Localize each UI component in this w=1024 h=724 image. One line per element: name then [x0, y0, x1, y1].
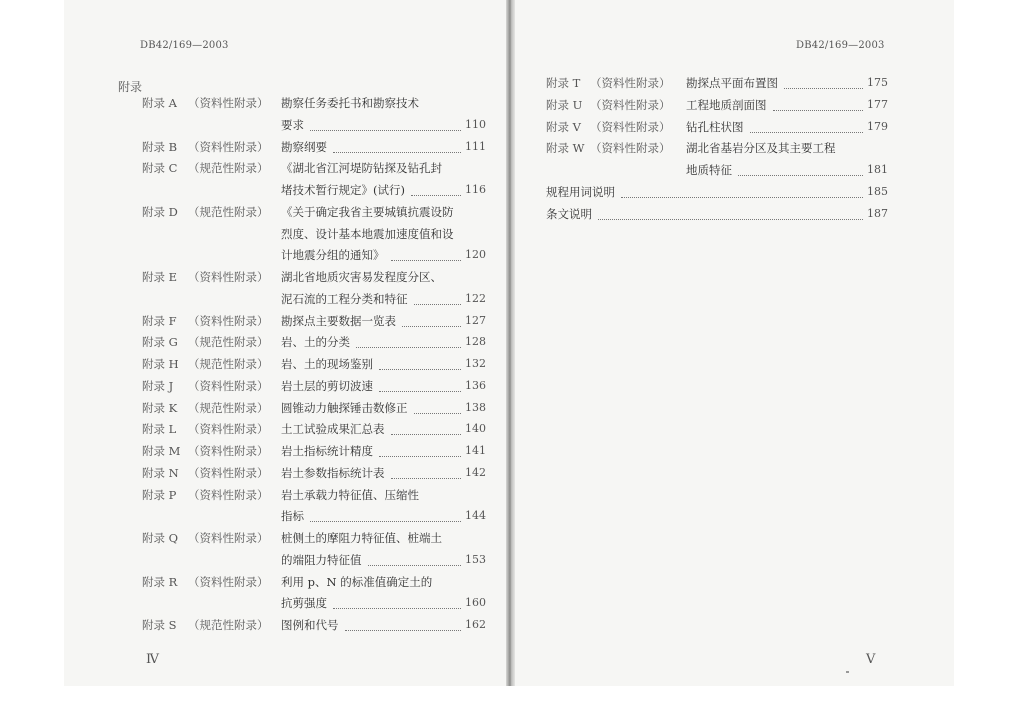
toc-row	[142, 551, 486, 569]
appendix-title: 岩、土的分类	[281, 335, 350, 350]
dot-leader	[368, 551, 462, 566]
dot-leader	[750, 118, 864, 133]
page-number: 111	[465, 139, 486, 153]
toc-row	[142, 312, 486, 330]
page-number: 181	[867, 163, 888, 176]
page-number: 140	[465, 422, 486, 436]
toc-row	[142, 333, 486, 351]
toc-row	[142, 442, 486, 460]
appendix-type: （资料性附录）	[590, 76, 671, 90]
appendix-type: （规范性附录）	[188, 618, 269, 632]
section-title: 附录	[118, 80, 143, 94]
dot-leader	[356, 333, 461, 348]
appendix-type: （资料性附录）	[590, 119, 671, 134]
appendix-type: （规范性附录）	[188, 161, 269, 176]
toc-row	[142, 94, 486, 112]
appendix-label: 附录 L	[142, 422, 177, 437]
dot-leader	[773, 96, 864, 111]
page-number: 127	[465, 313, 486, 327]
appendix-title: 计地震分组的通知》	[281, 248, 385, 263]
dot-leader	[391, 420, 462, 435]
dot-leader	[379, 442, 461, 457]
appendix-title: 土工试验成果汇总表	[281, 422, 385, 437]
appendix-label: 附录 K	[142, 400, 178, 415]
scan-speck	[846, 671, 849, 673]
appendix-title: 勘探点平面布置图	[686, 76, 778, 90]
page-number: 110	[465, 117, 486, 131]
toc-row	[142, 573, 486, 591]
appendix-type: （资料性附录）	[188, 378, 269, 393]
appendix-title: 抗剪强度	[281, 596, 327, 611]
page-number: 128	[465, 335, 486, 349]
toc-row	[142, 486, 486, 504]
toc-row	[546, 183, 888, 201]
toc-row	[142, 290, 486, 308]
appendix-label: 附录 U	[546, 97, 583, 112]
appendix-type: （规范性附录）	[188, 357, 269, 371]
right-header-code: DB42/169—2003	[796, 40, 885, 51]
appendix-label: 附录 S	[142, 618, 177, 632]
section-entry-title: 规程用词说明	[546, 184, 615, 199]
appendix-type: （规范性附录）	[188, 335, 269, 350]
page-number: 160	[465, 596, 486, 610]
dot-leader	[333, 594, 461, 609]
appendix-title: 泥石流的工程分类和特征	[281, 291, 408, 306]
toc-row	[546, 205, 888, 223]
appendix-label: 附录 J	[142, 378, 174, 393]
appendix-title: 湖北省地质灾害易发程度分区、	[281, 270, 442, 284]
toc-row	[142, 594, 486, 612]
appendix-title: 《关于确定我省主要城镇抗震设防	[281, 204, 454, 219]
page-number: 175	[867, 76, 888, 89]
dot-leader	[379, 355, 461, 370]
appendix-label: 附录 C	[142, 161, 178, 176]
dot-leader	[411, 181, 461, 196]
appendix-title: 岩、土的现场鉴别	[281, 357, 373, 371]
appendix-type: （资料性附录）	[188, 531, 269, 545]
page-number: 177	[867, 97, 888, 111]
appendix-label: 附录 N	[142, 465, 179, 480]
appendix-title: 勘探点主要数据一览表	[281, 313, 396, 328]
toc-row	[142, 420, 486, 438]
appendix-type: （规范性附录）	[188, 204, 269, 219]
appendix-title: 圆锥动力触探锤击数修正	[281, 400, 408, 415]
appendix-type: （资料性附录）	[188, 270, 269, 284]
dot-leader	[310, 116, 461, 131]
toc-row	[142, 225, 486, 243]
appendix-title: 指标	[281, 509, 304, 524]
page-number: 144	[465, 509, 486, 523]
appendix-label: 附录 E	[142, 270, 178, 284]
page-number: 136	[465, 378, 486, 392]
toc-row	[142, 268, 486, 286]
toc-row	[142, 355, 486, 373]
page-number: 120	[465, 248, 486, 262]
dot-leader	[598, 205, 863, 220]
appendix-type: （规范性附录）	[188, 400, 269, 415]
dot-leader	[414, 399, 462, 414]
left-page-number: Ⅳ	[146, 652, 159, 667]
appendix-title: 岩土参数指标统计表	[281, 465, 385, 480]
toc-row	[546, 161, 888, 179]
appendix-type: （资料性附录）	[188, 444, 269, 458]
appendix-type: （资料性附录）	[188, 465, 269, 480]
appendix-label: 附录 Q	[142, 531, 179, 545]
right-page-number: V	[866, 652, 876, 667]
appendix-label: 附录 R	[142, 574, 178, 589]
toc-row	[142, 399, 486, 417]
appendix-title: 《湖北省江河堤防钻探及钻孔封	[281, 161, 442, 176]
toc-row	[546, 139, 888, 157]
appendix-title: 堵技术暂行规定》(试行)	[281, 183, 405, 197]
dot-leader	[391, 464, 462, 479]
page-number: 122	[465, 291, 486, 305]
appendix-title: 要求	[281, 117, 304, 132]
appendix-label: 附录 H	[142, 357, 179, 371]
toc-row	[142, 464, 486, 482]
page-number: 187	[867, 206, 888, 220]
dot-leader	[738, 161, 863, 176]
appendix-title: 利用 p、N 的标准值确定土的	[281, 574, 433, 589]
appendix-label: 附录 G	[142, 335, 178, 350]
appendix-title: 的端阻力特征值	[281, 552, 362, 567]
dot-leader	[310, 507, 461, 522]
appendix-type: （资料性附录）	[590, 97, 671, 112]
page-number: 179	[867, 119, 888, 133]
toc-row	[142, 159, 486, 177]
dot-leader	[402, 312, 461, 327]
appendix-label: 附录 P	[142, 487, 177, 502]
appendix-title: 岩土层的剪切波速	[281, 378, 373, 393]
appendix-label: 附录 A	[142, 96, 177, 110]
appendix-title: 钻孔柱状图	[686, 119, 744, 134]
toc-row	[546, 96, 888, 114]
dot-leader	[414, 290, 462, 305]
appendix-type: （资料性附录）	[188, 96, 269, 110]
appendix-title: 工程地质剖面图	[686, 97, 767, 112]
page-number: 132	[465, 357, 486, 370]
appendix-label: 附录 T	[546, 76, 581, 90]
page-number: 141	[465, 444, 486, 457]
dot-leader	[391, 246, 462, 261]
toc-row	[546, 118, 888, 136]
appendix-title: 勘察任务委托书和勘察技术	[281, 96, 419, 110]
dot-leader	[621, 183, 863, 198]
appendix-title: 烈度、设计基本地震加速度值和设	[281, 226, 454, 241]
toc-row	[142, 181, 486, 199]
page-number: 142	[465, 465, 486, 479]
toc-row	[142, 507, 486, 525]
page-number: 162	[465, 618, 486, 631]
appendix-title: 地质特征	[686, 163, 732, 177]
dot-leader	[345, 616, 462, 631]
page-number: 138	[465, 400, 486, 414]
appendix-type: （资料性附录）	[188, 487, 269, 502]
toc-row	[142, 138, 486, 156]
appendix-title: 湖北省基岩分区及其主要工程	[686, 141, 836, 156]
appendix-title: 图例和代号	[281, 618, 339, 632]
appendix-type: （资料性附录）	[590, 141, 671, 156]
toc-row	[142, 116, 486, 134]
appendix-type: （资料性附录）	[188, 139, 269, 154]
appendix-title: 勘察纲要	[281, 139, 327, 154]
appendix-title: 桩侧土的摩阻力特征值、桩端土	[281, 531, 442, 545]
toc-row	[142, 246, 486, 264]
appendix-label: 附录 F	[142, 313, 177, 328]
dot-leader	[784, 74, 863, 89]
appendix-label: 附录 M	[142, 444, 181, 458]
appendix-type: （资料性附录）	[188, 313, 269, 328]
page-number: 185	[867, 184, 888, 198]
page-number: 116	[465, 183, 486, 196]
toc-row	[142, 529, 486, 547]
appendix-label: 附录 B	[142, 139, 178, 154]
toc-row	[142, 203, 486, 221]
toc-row	[142, 377, 486, 395]
toc-row	[142, 616, 486, 634]
appendix-title: 岩土承载力特征值、压缩性	[281, 487, 419, 502]
section-entry-title: 条文说明	[546, 206, 592, 221]
toc-row	[546, 74, 888, 92]
dot-leader	[333, 138, 461, 153]
appendix-type: （资料性附录）	[188, 574, 269, 589]
appendix-label: 附录 W	[546, 141, 585, 156]
book-gutter	[506, 0, 515, 686]
appendix-label: 附录 V	[546, 119, 581, 134]
appendix-type: （资料性附录）	[188, 422, 269, 437]
appendix-title: 岩土指标统计精度	[281, 444, 373, 458]
left-header-code: DB42/169—2003	[140, 40, 229, 51]
appendix-label: 附录 D	[142, 204, 178, 219]
page-number: 153	[465, 552, 486, 566]
dot-leader	[379, 377, 461, 392]
